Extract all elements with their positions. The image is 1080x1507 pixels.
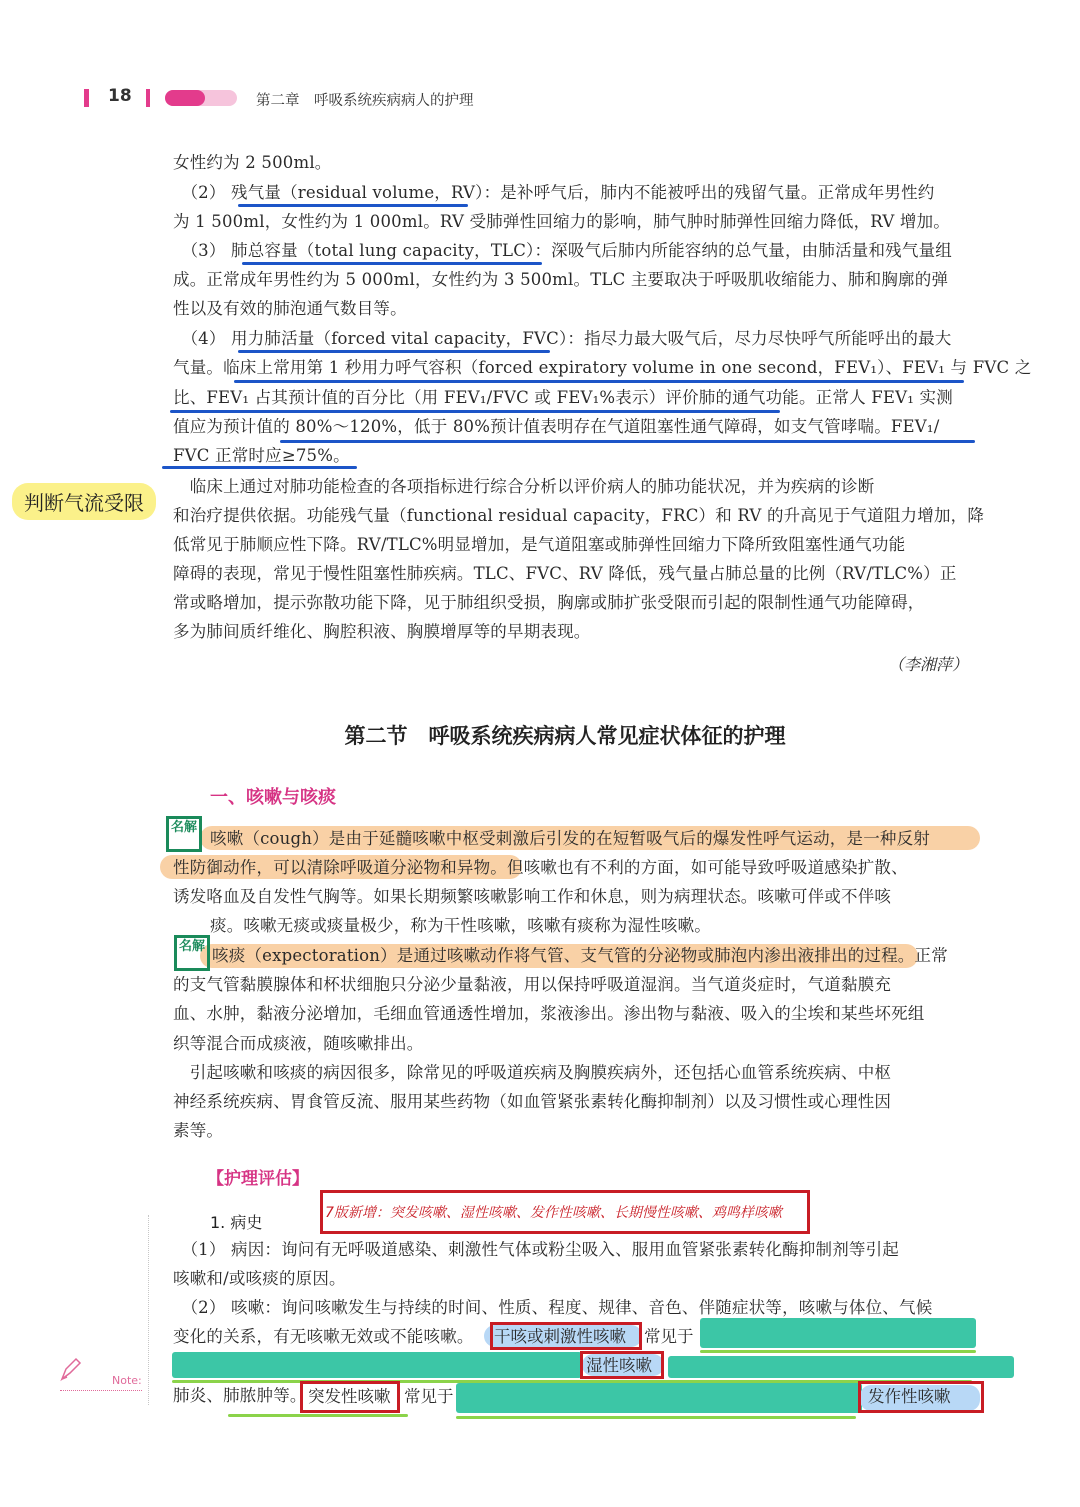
annotation-underline (700, 1350, 976, 1353)
text-line: FVC 正常时应≥75%。 (173, 446, 350, 465)
text-line: （2） 残气量（residual volume，RV）：是补呼气后，肺内不能被呼出的残留气量。正常成年男性约 (173, 183, 935, 202)
annotation-underline (238, 350, 550, 353)
term-wet-cough: 湿性咳嗽 (586, 1356, 652, 1375)
text-line: 常或略增加，提示弥散功能下降，见于肺组织受损，胸廓或肺扩张受限而引起的限制性通气功能障碍， (173, 593, 925, 612)
term-sudden-cough: 突发性咳嗽 (308, 1387, 391, 1406)
term-paroxysmal-cough: 发作性咳嗽 (868, 1387, 951, 1406)
section-title: 第二节 呼吸系统疾病病人常见症状体征的护理 (344, 724, 786, 748)
text-line: 气量。临床上常用第 1 秒用力呼气容积（forced expiratory volume in one second，FEV₁）、FEV₁ 与 FVC 之 (173, 358, 1032, 377)
text-line: （1） 病因：询问有无呼吸道感染、刺激性气体或粉尘吸入、服用血管紧张素转化酶抑制剂等引起 (173, 1240, 899, 1259)
text-line: （4） 用力肺活量（forced vital capacity，FVC）：指尽力最大吸气后，尽力尽快呼气所能呼出的最大 (173, 329, 952, 348)
redaction-block (700, 1318, 976, 1348)
text-fragment: 常见于 (404, 1387, 454, 1406)
history-heading: 1. 病史 (210, 1213, 263, 1232)
text-line: 素等。 (173, 1121, 224, 1140)
redaction-block (456, 1383, 862, 1413)
pen-icon (58, 1357, 84, 1383)
text-fragment: 常见于 (644, 1327, 694, 1346)
annotation-underline (234, 380, 964, 383)
annotation-underline (238, 204, 468, 207)
chapter-title: 第二章 呼吸系统疾病病人的护理 (256, 93, 474, 109)
header-accent-bar-2 (146, 89, 150, 107)
redaction-block (172, 1352, 582, 1378)
text-line: 咳嗽（cough）是由于延髓咳嗽中枢受刺激后引发的在短暂吸气后的爆发性呼气运动，是一种反射 (210, 829, 930, 848)
text-line: 变化的关系，有无咳嗽无效或不能咳嗽。 (173, 1327, 474, 1346)
annotation-underline (280, 440, 975, 443)
annotation-underline (162, 466, 357, 469)
text-line: 为 1 500ml，女性约为 1 000ml。RV 受肺弹性回缩力的影响，肺气肿时肺弹性回缩力降低，RV 增加。 (173, 212, 950, 231)
stamp-term: 名解 (174, 935, 210, 971)
text-line: 诱发咯血及自发性气胸等。如果长期频繁咳嗽影响工作和休息，则为病理状态。咳嗽可伴或不伴咳 (173, 887, 892, 906)
text-line: 痰。咳嗽无痰或痰量极少，称为干性咳嗽，咳嗽有痰称为湿性咳嗽。 (210, 916, 711, 935)
text-line: 性防御动作，可以清除呼吸道分泌物和异物。但咳嗽也有不利的方面，如可能导致呼吸道感染扩散、 (173, 858, 908, 877)
text-line: 血、水肿，黏液分泌增加，毛细血管通透性增加，浆液渗出。渗出物与黏液、吸入的尘埃和某些坏死组 (173, 1004, 925, 1023)
margin-dotted-line (148, 1215, 149, 1405)
text-line: 多为肺间质纤维化、胸腔积液、胸膜增厚等的早期表现。 (173, 622, 591, 641)
text-line: 成。正常成年男性约为 5 000ml，女性约为 3 500ml。TLC 主要取决于呼吸肌收缩能力、肺和胸廓的弹 (173, 270, 949, 289)
text-line: 性以及有效的肺泡通气数目等。 (173, 299, 407, 318)
text-line: 临床上通过对肺功能检查的各项指标进行综合分析以评价病人的肺功能状况，并为疾病的诊断 (173, 477, 875, 496)
text-line: 和治疗提供依据。功能残气量（functional residual capacity，FRC）和 RV 的升高见于气道阻力增加，降 (173, 506, 985, 525)
term-dry-cough: 干咳或刺激性咳嗽 (494, 1327, 626, 1346)
text-line: 值应为预计值的 80%～120%，低于 80%预计值表明存在气道阻塞性通气障碍，如支气管哮喘。FEV₁/ (173, 417, 940, 436)
text-line: 织等混合而成痰液，随咳嗽排出。 (173, 1034, 424, 1053)
annotation-underline (228, 1414, 408, 1417)
text-line: （2） 咳嗽：询问咳嗽发生与持续的时间、性质、程度、规律、音色、伴随症状等，咳嗽与体位、气候 (173, 1298, 933, 1317)
text-line: 障碍的表现，常见于慢性阻塞性肺疾病。TLC、FVC、RV 降低，残气量占肺总量的比例（RV/TLC%）正 (173, 564, 957, 583)
annotation-underline (456, 1416, 856, 1419)
nursing-assessment-title: 【护理评估】 (207, 1169, 309, 1189)
annotation-underline (242, 262, 542, 265)
text-line: 神经系统疾病、胃食管反流、服用某些药物（如血管紧张素转化酶抑制剂）以及习惯性或心理性因 (173, 1092, 892, 1111)
annotation-underline (170, 410, 780, 413)
page-number: 18 (108, 86, 132, 106)
handwritten-note: 7版新增：突发咳嗽、湿性咳嗽、发作性咳嗽、长期慢性咳嗽、鸡鸣样咳嗽 (325, 1205, 782, 1221)
text-line: 肺炎、肺脓肿等。 (173, 1386, 307, 1405)
text-line: （3） 肺总容量（total lung capacity，TLC）：深吸气后肺内所能容纳的总气量，由肺活量和残气量组 (173, 241, 952, 260)
text-line: 比、FEV₁ 占其预计值的百分比（用 FEV₁/FVC 或 FEV₁%表示）评价肺的通气功能。正常人 FEV₁ 实测 (173, 388, 953, 407)
text-line: 的支气管黏膜腺体和杯状细胞只分泌少量黏液，用以保持呼吸道湿润。当气道炎症时，气道黏膜充 (173, 975, 892, 994)
margin-note: 判断气流受限 (12, 483, 156, 520)
text-line: 咳嗽和/或咳痰的原因。 (173, 1269, 346, 1288)
header-accent-bar (84, 89, 89, 107)
note-label: Note: (112, 1374, 142, 1387)
subsection-title: 一、咳嗽与咳痰 (210, 787, 336, 808)
note-rule (60, 1390, 142, 1391)
text-line: 低常见于肺顺应性下降。RV/TLC%明显增加，是气道阻塞或肺弹性回缩力下降所致阻塞性通气功能 (173, 535, 906, 554)
text-line: 引起咳嗽和咳痰的病因很多，除常见的呼吸道疾病及胸膜疾病外，还包括心血管系统疾病、中枢 (173, 1063, 892, 1082)
stamp-term: 名解 (166, 816, 202, 852)
author-signature: （李湘萍） (888, 655, 969, 674)
text-line: 咳痰（expectoration）是通过咳嗽动作将气管、支气管的分泌物或肺泡内渗出液排出的过程。正常 (212, 946, 948, 965)
redaction-block (668, 1356, 1014, 1378)
header-pill-dark (165, 90, 205, 106)
text-line: 女性约为 2 500ml。 (173, 153, 332, 172)
